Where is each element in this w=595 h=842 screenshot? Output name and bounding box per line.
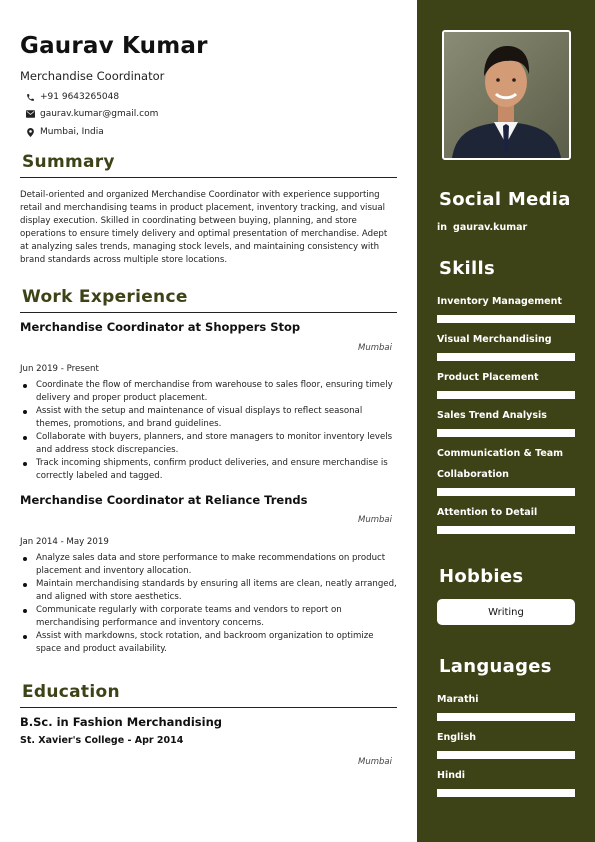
skill-bar (437, 391, 575, 399)
hobbies-heading: Hobbies (439, 566, 524, 587)
contact-email (20, 109, 158, 119)
skill-bar (437, 488, 575, 496)
education-divider (20, 707, 397, 708)
education-school: St. Xavier's College - Apr 2014 (20, 735, 184, 746)
job-location: Mumbai (358, 343, 392, 353)
avatar (444, 32, 569, 158)
skill-label: Sales Trend Analysis (437, 410, 547, 421)
job-dates: Jan 2014 - May 2019 (20, 537, 109, 547)
education-location: Mumbai (358, 757, 392, 767)
skills-heading: Skills (439, 258, 495, 279)
languages-heading: Languages (439, 656, 552, 677)
list-item: Analyze sales data and store performance to make recommendations on product placement and inventory allocation. (20, 552, 398, 578)
language-bar (437, 789, 575, 797)
list-item: Assist with the setup and maintenance of visual displays to reflect seasonal themes, promotions, and brand guidelines. (20, 405, 398, 431)
experience-divider (20, 312, 397, 313)
list-item: Communicate regularly with corporate teams and vendors to report on merchandising performance and inventory concerns. (20, 604, 398, 630)
linkedin-icon: in (437, 222, 448, 233)
job-title: Merchandise Coordinator at Shoppers Stop (20, 320, 301, 334)
job-bullets (20, 379, 398, 483)
contact-location (20, 127, 104, 137)
email-text[interactable]: gaurav.kumar@gmail.com (40, 109, 159, 119)
social-link[interactable] (437, 222, 527, 233)
phone-icon (20, 93, 40, 102)
skill-bar (437, 315, 575, 323)
contact-phone (20, 92, 119, 102)
profile-photo (442, 30, 571, 160)
list-item: Track incoming shipments, confirm product deliveries, and ensure merchandise is correctly labeled and tagged. (20, 457, 398, 483)
envelope-icon (20, 110, 40, 118)
job-title: Merchandise Coordinator at Reliance Trends (20, 493, 308, 507)
language-label: Hindi (437, 770, 466, 781)
location-text: Mumbai, India (40, 127, 104, 137)
candidate-title: Merchandise Coordinator (20, 69, 165, 83)
education-heading: Education (22, 682, 120, 702)
summary-heading: Summary (22, 152, 115, 172)
list-item: Assist with markdowns, stock rotation, and backroom organization to optimize space and product availability. (20, 630, 398, 656)
skill-label: Inventory Management (437, 296, 562, 307)
skill-bar (437, 353, 575, 361)
sidebar (417, 0, 595, 842)
summary-text: Detail-oriented and organized Merchandise Coordinator with experience supporting retail and merchandising teams in product placement, inventory tracking, and visual display execution. Skilled in coordinating between buying, planning, and store operations to ensure timely delivery and optimal presentation of merchandise. Adept at analyzing sales trends, managing stock levels, and maintaining consistency with brand standards across multiple store locations. (20, 190, 388, 265)
summary-divider (20, 177, 397, 178)
language-bar (437, 713, 575, 721)
map-pin-icon (20, 128, 40, 137)
skill-label: Communication & Team Collaboration (437, 448, 564, 480)
skill-label: Visual Merchandising (437, 334, 552, 345)
skill-bar (437, 429, 575, 437)
language-label: Marathi (437, 694, 479, 705)
education-degree: B.Sc. in Fashion Merchandising (20, 715, 222, 729)
social-handle[interactable]: gaurav.kumar (453, 222, 528, 233)
skill-label: Attention to Detail (437, 507, 538, 518)
list-item: Coordinate the flow of merchandise from warehouse to sales floor, ensuring timely delivery and proper product placement. (20, 379, 398, 405)
language-label: English (437, 732, 476, 743)
skill-label: Product Placement (437, 372, 539, 383)
list-item: Collaborate with buyers, planners, and store managers to monitor inventory levels and address stock discrepancies. (20, 431, 398, 457)
job-dates: Jun 2019 - Present (20, 364, 99, 374)
language-bar (437, 751, 575, 759)
skill-bar (437, 526, 575, 534)
job-location: Mumbai (358, 515, 392, 525)
hobby-pill: Writing (437, 599, 575, 625)
candidate-name: Gaurav Kumar (20, 33, 208, 59)
list-item: Maintain merchandising standards by ensuring all items are clean, neatly arranged, and aligned with store aesthetics. (20, 578, 398, 604)
phone-text: +91 9643265048 (40, 92, 120, 102)
social-heading: Social Media (439, 189, 571, 210)
experience-heading: Work Experience (22, 287, 188, 307)
job-bullets (20, 552, 398, 656)
